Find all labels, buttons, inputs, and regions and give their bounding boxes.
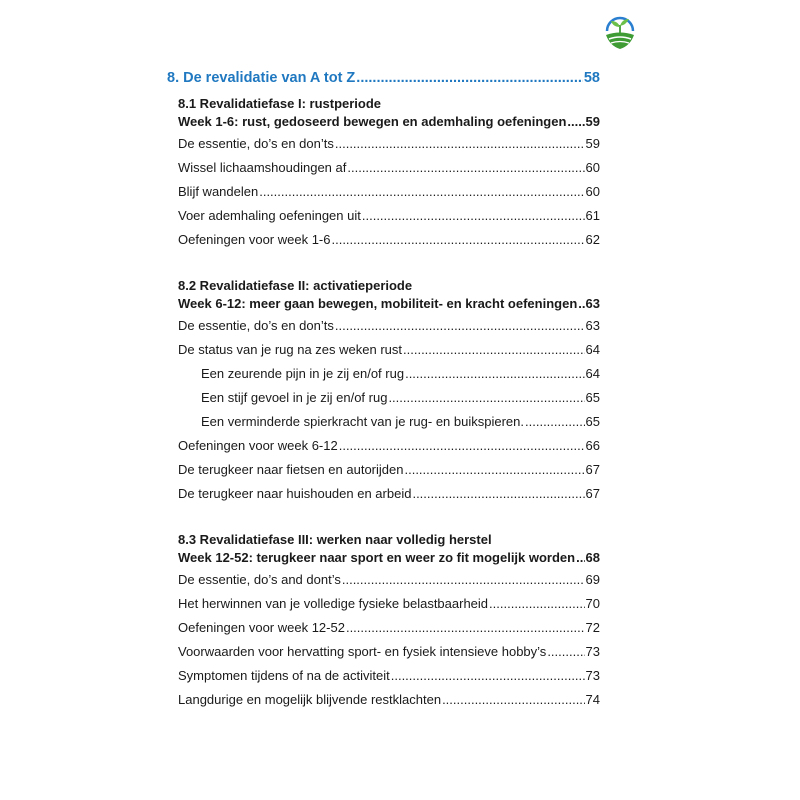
item-label: Voer ademhaling oefeningen uit [178, 208, 361, 223]
week-title: Week 1-6: rust, gedoseerd bewegen en ademhaling oefeningen [178, 114, 567, 129]
item-label: De essentie, do’s en don’ts [178, 318, 334, 333]
toc-item-row[interactable] [167, 458, 600, 482]
dot-leader [342, 568, 585, 592]
dot-leader [578, 294, 584, 314]
item-label: Wissel lichaamshoudingen af [178, 160, 347, 175]
section-title: 8.1 Revalidatiefase I: rustperiode [178, 96, 382, 111]
toc-item-row[interactable] [167, 640, 600, 664]
toc-item-row[interactable] [167, 664, 600, 688]
dot-leader [335, 314, 585, 338]
toc-item-row[interactable] [167, 204, 600, 228]
item-page: 64 [585, 366, 600, 381]
dot-leader [403, 338, 585, 362]
dot-leader [576, 548, 584, 568]
item-label: Oefeningen voor week 1-6 [178, 232, 331, 247]
week-page: 59 [585, 114, 600, 129]
week-page: 68 [585, 550, 600, 565]
item-label: De terugkeer naar fietsen en autorijden [178, 462, 404, 477]
toc-item-row[interactable] [167, 434, 600, 458]
plant-sprout-logo [603, 15, 637, 51]
table-of-contents [167, 66, 600, 712]
item-page: 65 [585, 390, 600, 405]
dot-leader [335, 132, 585, 156]
dot-leader [356, 66, 583, 90]
dot-leader [362, 204, 585, 228]
toc-subitem-row[interactable] [167, 386, 600, 410]
item-page: 59 [585, 136, 600, 151]
item-page: 73 [585, 644, 600, 659]
dot-leader [346, 616, 585, 640]
item-page: 63 [585, 318, 600, 333]
item-label: Het herwinnen van je volledige fysieke belastbaarheid [178, 596, 489, 611]
dot-leader [404, 458, 584, 482]
dot-leader [405, 362, 584, 386]
item-page: 67 [585, 486, 600, 501]
toc-chapter-row[interactable] [167, 66, 600, 90]
section-title: 8.3 Revalidatiefase III: werken naar volledig herstel [178, 532, 492, 547]
dot-leader [347, 156, 584, 180]
item-page: 67 [585, 462, 600, 477]
toc-item-row[interactable] [167, 616, 600, 640]
toc-subitem-row[interactable] [167, 362, 600, 386]
week-page: 63 [585, 296, 600, 311]
toc-subitem-row[interactable] [167, 410, 600, 434]
item-page: 73 [585, 668, 600, 683]
dot-leader [339, 434, 585, 458]
item-page: 72 [585, 620, 600, 635]
toc-item-row[interactable] [167, 568, 600, 592]
item-label: De status van je rug na zes weken rust [178, 342, 403, 357]
toc-week-row[interactable] [167, 548, 600, 568]
dot-leader [412, 482, 584, 506]
item-label: Een stijf gevoel in je zij en/of rug [201, 390, 388, 405]
item-label: De terugkeer naar huishouden en arbeid [178, 486, 412, 501]
item-label: Oefeningen voor week 6-12 [178, 438, 338, 453]
item-page: 66 [585, 438, 600, 453]
dot-leader [567, 112, 584, 132]
dot-leader [547, 640, 584, 664]
item-page: 70 [585, 596, 600, 611]
toc-item-row[interactable] [167, 180, 600, 204]
dot-leader [388, 386, 584, 410]
item-label: Langdurige en mogelijk blijvende restklachten [178, 692, 442, 707]
item-label: Blijf wandelen [178, 184, 259, 199]
dot-leader [525, 410, 585, 434]
item-page: 60 [585, 184, 600, 199]
dot-leader [331, 228, 584, 252]
toc-item-row[interactable] [167, 482, 600, 506]
item-label: De essentie, do’s en don’ts [178, 136, 334, 151]
item-label: Oefeningen voor week 12-52 [178, 620, 345, 635]
toc-item-row[interactable] [167, 314, 600, 338]
toc-item-row[interactable] [167, 228, 600, 252]
item-page: 61 [585, 208, 600, 223]
item-label: Symptomen tijdens of na de activiteit [178, 668, 390, 683]
toc-week-row[interactable] [167, 294, 600, 314]
chapter-page: 58 [583, 70, 600, 86]
item-label: Een verminderde spierkracht van je rug- en buikspieren. [201, 414, 525, 429]
week-title: Week 12-52: terugkeer naar sport en weer zo fit mogelijk worden [178, 550, 576, 565]
section-title: 8.2 Revalidatiefase II: activatieperiode [178, 278, 413, 293]
dot-leader [391, 664, 585, 688]
section-spacer [167, 252, 600, 272]
section-spacer [167, 506, 600, 526]
item-label: De essentie, do’s and dont’s [178, 572, 341, 587]
dot-leader [442, 688, 584, 712]
item-label: Voorwaarden voor hervatting sport- en fysiek intensieve hobby’s [178, 644, 547, 659]
toc-item-row[interactable] [167, 592, 600, 616]
item-page: 64 [585, 342, 600, 357]
item-page: 74 [585, 692, 600, 707]
item-page: 65 [585, 414, 600, 429]
toc-item-row[interactable] [167, 688, 600, 712]
item-page: 60 [585, 160, 600, 175]
dot-leader [489, 592, 585, 616]
item-label: Een zeurende pijn in je zij en/of rug [201, 366, 405, 381]
item-page: 62 [585, 232, 600, 247]
toc-item-row[interactable] [167, 338, 600, 362]
toc-item-row[interactable] [167, 132, 600, 156]
item-page: 69 [585, 572, 600, 587]
toc-item-row[interactable] [167, 156, 600, 180]
toc-week-row[interactable] [167, 112, 600, 132]
chapter-title: 8. De revalidatie van A tot Z [167, 70, 356, 86]
dot-leader [259, 180, 584, 204]
week-title: Week 6-12: meer gaan bewegen, mobiliteit- en kracht oefeningen [178, 296, 578, 311]
